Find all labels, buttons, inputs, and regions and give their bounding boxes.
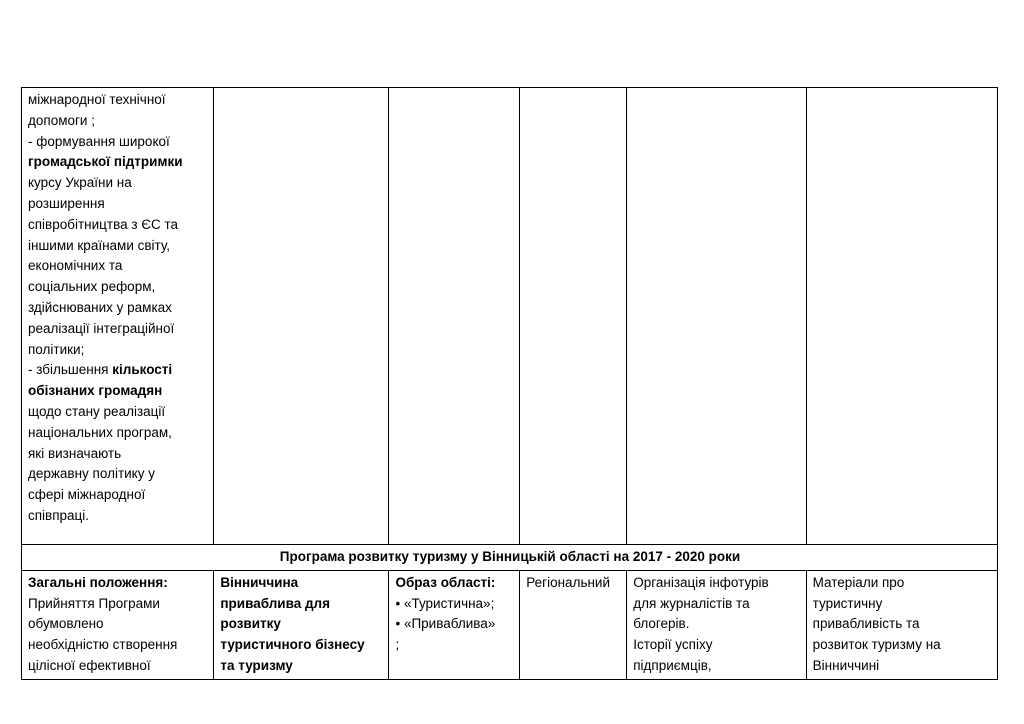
region-image-cell	[389, 570, 520, 679]
text-line: здійснюваних у рамках	[28, 299, 172, 315]
text-line: співробітництва з ЄС та	[28, 216, 179, 232]
text-line: ;	[395, 637, 400, 653]
bullet-item: • «Туристична»;	[395, 595, 495, 611]
text-line: блогерів.	[633, 616, 690, 632]
text-line: щодо стану реалізації	[28, 403, 166, 419]
text-line: іншими країнами світу,	[28, 237, 171, 253]
activities-cell	[627, 570, 806, 679]
general-provisions-cell	[22, 570, 214, 679]
text-line: Матеріали про	[812, 574, 905, 590]
cell-heading: Образ області:	[395, 574, 496, 590]
text-line: обумовлено	[28, 616, 104, 632]
text-line: розвиток туризму на	[812, 637, 941, 653]
text-line-bold: Вінниччина	[220, 574, 299, 590]
table-row	[22, 570, 998, 679]
text-line: курсу України на	[28, 175, 132, 191]
text-line: туристичну	[812, 595, 883, 611]
text-line: Вінниччині	[812, 657, 880, 673]
text-line: національних програм,	[28, 424, 172, 440]
text-line: реалізації інтеграційної	[28, 320, 175, 336]
bullet-item: • «Приваблива»	[395, 616, 496, 632]
empty-cell	[627, 88, 806, 545]
section-title-row	[22, 545, 998, 571]
text-line-bold: розвитку	[220, 616, 281, 632]
text-line: Прийняття Програми	[28, 595, 160, 611]
text-line: розширення	[28, 195, 105, 211]
text-line: підприємців,	[633, 657, 712, 673]
text-line: необхідністю створення	[28, 637, 178, 653]
text-line-bold: приваблива для	[220, 595, 330, 611]
text-line: економічних та	[28, 258, 123, 274]
text-line: співпраці.	[28, 507, 90, 523]
table-row	[22, 88, 998, 545]
text-line: державну політику у	[28, 466, 155, 482]
text-line: міжнародної технічної	[28, 92, 166, 107]
text-line: допомоги ;	[28, 112, 95, 128]
empty-cell	[389, 88, 520, 545]
objectives-cell	[22, 88, 214, 545]
text-line: - формування широкої	[28, 133, 170, 149]
text-line-bold: обізнаних громадян	[28, 383, 163, 399]
empty-cell	[520, 88, 627, 545]
text-line-mixed: - збільшення кількості	[28, 362, 173, 378]
materials-cell	[806, 570, 997, 679]
text-line: Історії успіху	[633, 637, 713, 653]
empty-cell	[806, 88, 997, 545]
text-line: соціальних реформ,	[28, 279, 156, 295]
text-line-bold: громадської підтримки	[28, 154, 183, 170]
empty-cell	[214, 88, 389, 545]
text-line: які визначають	[28, 445, 122, 461]
text-line-bold: та туризму	[220, 657, 293, 673]
text-line: Організація інфотурів	[633, 574, 769, 590]
section-title: Програма розвитку туризму у Вінницькій області на 2017 - 2020 роки	[22, 545, 998, 571]
text-line: політики;	[28, 341, 85, 357]
text-line: цілісної ефективної	[28, 657, 151, 673]
cell-heading: Загальні положення:	[28, 574, 168, 590]
text-line: сфері міжнародної	[28, 487, 146, 503]
text-line-bold: туристичного бізнесу	[220, 637, 365, 653]
text-line: привабливість та	[812, 616, 920, 632]
level-cell: Регіональний	[520, 570, 627, 679]
key-message-cell	[214, 570, 389, 679]
text-line: для журналістів та	[633, 595, 750, 611]
program-table	[21, 87, 998, 680]
